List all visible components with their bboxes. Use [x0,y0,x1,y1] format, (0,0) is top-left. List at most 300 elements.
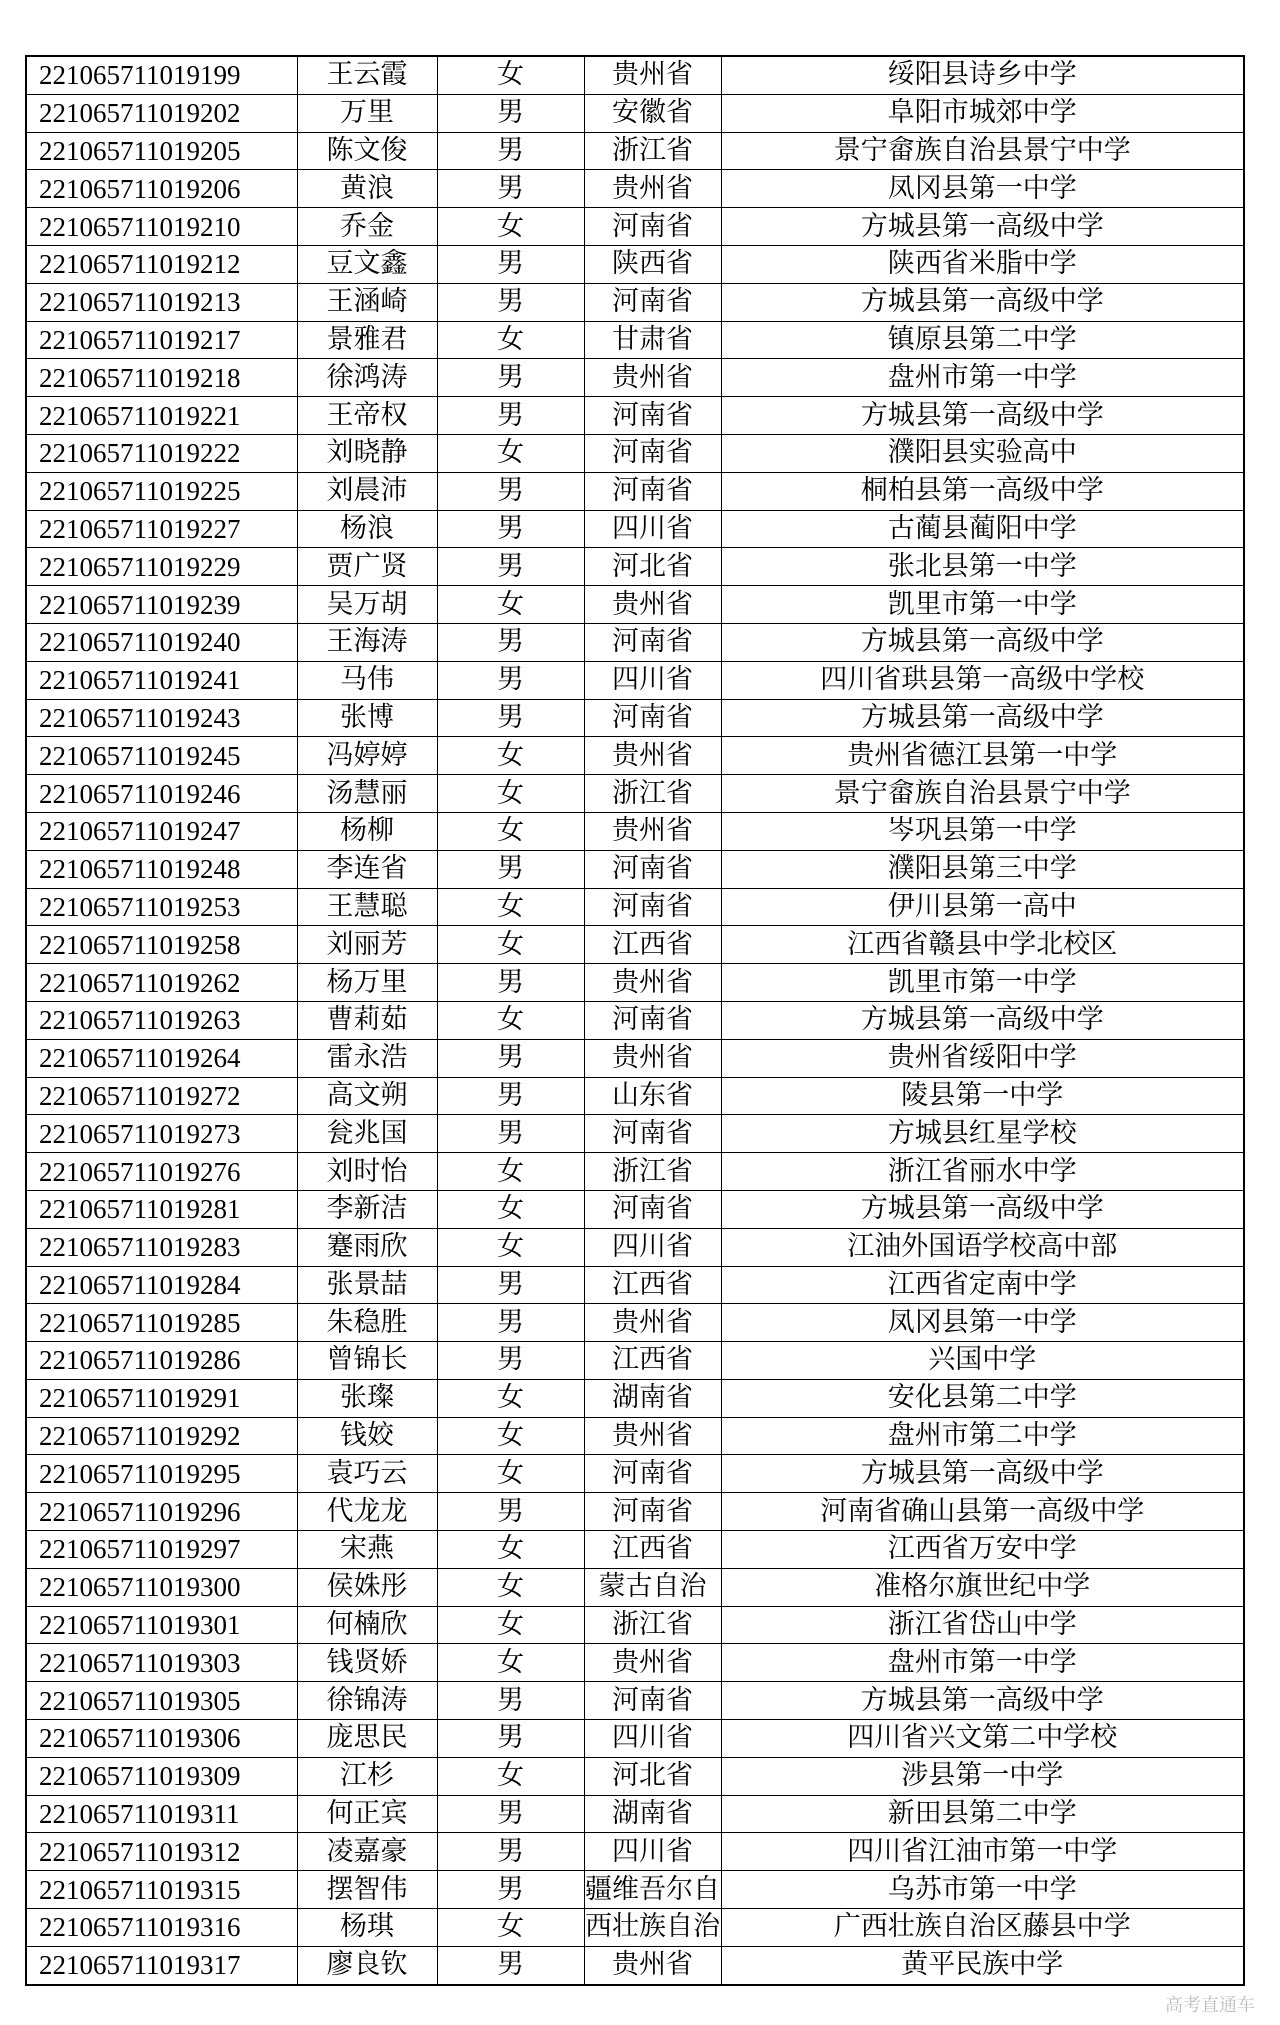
name-cell: 张博 [297,699,437,737]
gender-cell: 男 [437,94,584,132]
province-cell: 江西省 [584,1531,721,1569]
name-cell: 宋燕 [297,1531,437,1569]
watermark-text: 高考直通车 [1165,1995,1255,2016]
table-row [26,1228,1244,1266]
candidate-id-cell: 221065711019284 [26,1266,297,1304]
table-row [26,623,1244,661]
province-cell: 疆维吾尔自 [584,1871,721,1909]
province-cell: 四川省 [584,661,721,699]
name-cell: 钱贤娇 [297,1644,437,1682]
candidate-id-cell: 221065711019206 [26,170,297,208]
name-cell: 刘时怡 [297,1153,437,1191]
province-cell: 贵州省 [584,1946,721,1984]
province-cell: 河南省 [584,623,721,661]
name-cell: 庞思民 [297,1720,437,1758]
name-cell: 冯婷婷 [297,737,437,775]
school-cell: 凯里市第一中学 [721,964,1244,1002]
table-row [26,1001,1244,1039]
gender-cell: 女 [437,1531,584,1569]
province-cell: 贵州省 [584,964,721,1002]
school-cell: 盘州市第二中学 [721,1417,1244,1455]
province-cell: 浙江省 [584,132,721,170]
gender-cell: 男 [437,850,584,888]
name-cell: 杨万里 [297,964,437,1002]
candidate-id-cell: 221065711019262 [26,964,297,1002]
name-cell: 汤慧丽 [297,775,437,813]
table-body [26,56,1244,1985]
province-cell: 贵州省 [584,1304,721,1342]
table-row [26,1833,1244,1871]
gender-cell: 女 [437,1379,584,1417]
gender-cell: 男 [437,359,584,397]
gender-cell: 男 [437,1342,584,1380]
province-cell: 河南省 [584,283,721,321]
province-cell: 河南省 [584,1682,721,1720]
candidate-id-cell: 221065711019291 [26,1379,297,1417]
school-cell: 涉县第一中学 [721,1757,1244,1795]
gender-cell: 女 [437,1568,584,1606]
name-cell: 万里 [297,94,437,132]
candidate-id-cell: 221065711019272 [26,1077,297,1115]
province-cell: 江西省 [584,1342,721,1380]
school-cell: 濮阳县第三中学 [721,850,1244,888]
school-cell: 盘州市第一中学 [721,359,1244,397]
candidate-id-cell: 221065711019315 [26,1871,297,1909]
gender-cell: 男 [437,1871,584,1909]
name-cell: 吴万胡 [297,586,437,624]
name-cell: 王帝权 [297,397,437,435]
table-row [26,1682,1244,1720]
school-cell: 镇原县第二中学 [721,321,1244,359]
candidate-id-cell: 221065711019285 [26,1304,297,1342]
province-cell: 贵州省 [584,1039,721,1077]
name-cell: 张景喆 [297,1266,437,1304]
table-row [26,1606,1244,1644]
gender-cell: 男 [437,1946,584,1984]
table-row [26,1909,1244,1947]
school-cell: 方城县第一高级中学 [721,623,1244,661]
gender-cell: 男 [437,1493,584,1531]
gender-cell: 女 [437,926,584,964]
candidate-id-cell: 221065711019264 [26,1039,297,1077]
candidate-id-cell: 221065711019281 [26,1190,297,1228]
candidate-id-cell: 221065711019300 [26,1568,297,1606]
province-cell: 河南省 [584,888,721,926]
province-cell: 河南省 [584,1190,721,1228]
province-cell: 甘肃省 [584,321,721,359]
table-row [26,737,1244,775]
school-cell: 浙江省丽水中学 [721,1153,1244,1191]
candidate-id-cell: 221065711019243 [26,699,297,737]
school-cell: 凯里市第一中学 [721,586,1244,624]
name-cell: 凌嘉豪 [297,1833,437,1871]
name-cell: 李连省 [297,850,437,888]
admission-list-table [25,55,1245,1986]
province-cell: 四川省 [584,1720,721,1758]
gender-cell: 女 [437,1417,584,1455]
school-cell: 陵县第一中学 [721,1077,1244,1115]
name-cell: 摆智伟 [297,1871,437,1909]
table-row [26,1039,1244,1077]
school-cell: 景宁畲族自治县景宁中学 [721,775,1244,813]
school-cell: 广西壮族自治区藤县中学 [721,1909,1244,1947]
table-row [26,132,1244,170]
name-cell: 徐锦涛 [297,1682,437,1720]
school-cell: 方城县第一高级中学 [721,1190,1244,1228]
candidate-id-cell: 221065711019248 [26,850,297,888]
gender-cell: 男 [437,283,584,321]
name-cell: 刘丽芳 [297,926,437,964]
province-cell: 山东省 [584,1077,721,1115]
name-cell: 王涵崎 [297,283,437,321]
candidate-id-cell: 221065711019227 [26,510,297,548]
school-cell: 河南省确山县第一高级中学 [721,1493,1244,1531]
name-cell: 王云霞 [297,56,437,94]
name-cell: 杨浪 [297,510,437,548]
candidate-id-cell: 221065711019258 [26,926,297,964]
school-cell: 方城县第一高级中学 [721,283,1244,321]
table-row [26,1720,1244,1758]
gender-cell: 男 [437,1304,584,1342]
gender-cell: 男 [437,170,584,208]
table-row [26,472,1244,510]
table-row [26,170,1244,208]
table-row [26,510,1244,548]
name-cell: 刘晨沛 [297,472,437,510]
gender-cell: 男 [437,623,584,661]
name-cell: 钱姣 [297,1417,437,1455]
province-cell: 贵州省 [584,737,721,775]
school-cell: 阜阳市城郊中学 [721,94,1244,132]
school-cell: 张北县第一中学 [721,548,1244,586]
table-row [26,964,1244,1002]
school-cell: 方城县第一高级中学 [721,208,1244,246]
candidate-id-cell: 221065711019316 [26,1909,297,1947]
table-row [26,56,1244,94]
gender-cell: 女 [437,1455,584,1493]
gender-cell: 男 [437,132,584,170]
candidate-id-cell: 221065711019303 [26,1644,297,1682]
school-cell: 新田县第二中学 [721,1795,1244,1833]
school-cell: 盘州市第一中学 [721,1644,1244,1682]
name-cell: 廖良钦 [297,1946,437,1984]
school-cell: 兴国中学 [721,1342,1244,1380]
school-cell: 方城县第一高级中学 [721,1001,1244,1039]
name-cell: 张璨 [297,1379,437,1417]
candidate-id-cell: 221065711019312 [26,1833,297,1871]
province-cell: 江西省 [584,1266,721,1304]
school-cell: 桐柏县第一高级中学 [721,472,1244,510]
school-cell: 黄平民族中学 [721,1946,1244,1984]
candidate-id-cell: 221065711019217 [26,321,297,359]
school-cell: 陕西省米脂中学 [721,245,1244,283]
school-cell: 安化县第二中学 [721,1379,1244,1417]
school-cell: 江油外国语学校高中部 [721,1228,1244,1266]
table-row [26,1153,1244,1191]
candidate-id-cell: 221065711019213 [26,283,297,321]
gender-cell: 女 [437,586,584,624]
candidate-id-cell: 221065711019199 [26,56,297,94]
table-row [26,283,1244,321]
candidate-id-cell: 221065711019297 [26,1531,297,1569]
table-row [26,1417,1244,1455]
table-row [26,926,1244,964]
school-cell: 江西省赣县中学北校区 [721,926,1244,964]
candidate-id-cell: 221065711019276 [26,1153,297,1191]
school-cell: 江西省万安中学 [721,1531,1244,1569]
school-cell: 方城县第一高级中学 [721,397,1244,435]
candidate-id-cell: 221065711019212 [26,245,297,283]
province-cell: 陕西省 [584,245,721,283]
gender-cell: 男 [437,397,584,435]
table-row [26,94,1244,132]
name-cell: 黄浪 [297,170,437,208]
gender-cell: 女 [437,1757,584,1795]
gender-cell: 女 [437,1606,584,1644]
table-row [26,245,1244,283]
school-cell: 江西省定南中学 [721,1266,1244,1304]
school-cell: 方城县第一高级中学 [721,1455,1244,1493]
candidate-id-cell: 221065711019205 [26,132,297,170]
name-cell: 陈文俊 [297,132,437,170]
candidate-id-cell: 221065711019283 [26,1228,297,1266]
name-cell: 侯姝彤 [297,1568,437,1606]
province-cell: 河北省 [584,548,721,586]
province-cell: 贵州省 [584,586,721,624]
table-row [26,1342,1244,1380]
name-cell: 杨琪 [297,1909,437,1947]
candidate-id-cell: 221065711019273 [26,1115,297,1153]
province-cell: 河南省 [584,1001,721,1039]
gender-cell: 女 [437,1644,584,1682]
table-row [26,1304,1244,1342]
gender-cell: 女 [437,1153,584,1191]
gender-cell: 女 [437,321,584,359]
school-cell: 贵州省绥阳中学 [721,1039,1244,1077]
table-row [26,1190,1244,1228]
table-row [26,1493,1244,1531]
province-cell: 蒙古自治 [584,1568,721,1606]
province-cell: 河南省 [584,472,721,510]
candidate-id-cell: 221065711019210 [26,208,297,246]
province-cell: 河南省 [584,1115,721,1153]
gender-cell: 男 [437,964,584,1002]
candidate-id-cell: 221065711019253 [26,888,297,926]
candidate-id-cell: 221065711019221 [26,397,297,435]
gender-cell: 女 [437,1190,584,1228]
province-cell: 浙江省 [584,1153,721,1191]
province-cell: 贵州省 [584,170,721,208]
name-cell: 雷永浩 [297,1039,437,1077]
name-cell: 袁巧云 [297,1455,437,1493]
table-row [26,1871,1244,1909]
gender-cell: 男 [437,472,584,510]
gender-cell: 男 [437,1115,584,1153]
candidate-id-cell: 221065711019311 [26,1795,297,1833]
candidate-id-cell: 221065711019317 [26,1946,297,1984]
table-row [26,1455,1244,1493]
name-cell: 李新洁 [297,1190,437,1228]
gender-cell: 男 [437,1682,584,1720]
gender-cell: 男 [437,661,584,699]
province-cell: 河南省 [584,434,721,472]
gender-cell: 女 [437,1001,584,1039]
gender-cell: 女 [437,888,584,926]
school-cell: 浙江省岱山中学 [721,1606,1244,1644]
name-cell: 王海涛 [297,623,437,661]
school-cell: 乌苏市第一中学 [721,1871,1244,1909]
name-cell: 徐鸿涛 [297,359,437,397]
gender-cell: 男 [437,1833,584,1871]
name-cell: 何楠欣 [297,1606,437,1644]
province-cell: 贵州省 [584,812,721,850]
province-cell: 四川省 [584,510,721,548]
gender-cell: 男 [437,1266,584,1304]
province-cell: 四川省 [584,1228,721,1266]
school-cell: 岑巩县第一中学 [721,812,1244,850]
gender-cell: 男 [437,245,584,283]
gender-cell: 女 [437,1228,584,1266]
province-cell: 河南省 [584,850,721,888]
gender-cell: 男 [437,1795,584,1833]
candidate-id-cell: 221065711019301 [26,1606,297,1644]
school-cell: 方城县第一高级中学 [721,699,1244,737]
name-cell: 刘晓静 [297,434,437,472]
province-cell: 贵州省 [584,1417,721,1455]
candidate-id-cell: 221065711019202 [26,94,297,132]
table-row [26,208,1244,246]
school-cell: 四川省兴文第二中学校 [721,1720,1244,1758]
gender-cell: 女 [437,434,584,472]
name-cell: 乔金 [297,208,437,246]
candidate-id-cell: 221065711019225 [26,472,297,510]
table-row [26,1531,1244,1569]
province-cell: 湖南省 [584,1795,721,1833]
province-cell: 贵州省 [584,359,721,397]
candidate-id-cell: 221065711019246 [26,775,297,813]
candidate-id-cell: 221065711019241 [26,661,297,699]
school-cell: 古蔺县蔺阳中学 [721,510,1244,548]
school-cell: 四川省珙县第一高级中学校 [721,661,1244,699]
gender-cell: 女 [437,1909,584,1947]
candidate-id-cell: 221065711019229 [26,548,297,586]
province-cell: 四川省 [584,1833,721,1871]
table-row [26,888,1244,926]
table-row [26,1077,1244,1115]
gender-cell: 男 [437,1077,584,1115]
name-cell: 朱稳胜 [297,1304,437,1342]
province-cell: 河南省 [584,397,721,435]
name-cell: 王慧聪 [297,888,437,926]
province-cell: 贵州省 [584,56,721,94]
school-cell: 凤冈县第一中学 [721,1304,1244,1342]
gender-cell: 男 [437,1039,584,1077]
province-cell: 河北省 [584,1757,721,1795]
table-row [26,1379,1244,1417]
school-cell: 贵州省德江县第一中学 [721,737,1244,775]
name-cell: 代龙龙 [297,1493,437,1531]
school-cell: 方城县第一高级中学 [721,1682,1244,1720]
table-row [26,548,1244,586]
school-cell: 濮阳县实验高中 [721,434,1244,472]
gender-cell: 女 [437,56,584,94]
name-cell: 瓮兆国 [297,1115,437,1153]
candidate-id-cell: 221065711019245 [26,737,297,775]
school-cell: 伊川县第一高中 [721,888,1244,926]
name-cell: 曹莉茹 [297,1001,437,1039]
province-cell: 河南省 [584,699,721,737]
province-cell: 河南省 [584,1493,721,1531]
table-row [26,586,1244,624]
table-row [26,661,1244,699]
candidate-id-cell: 221065711019295 [26,1455,297,1493]
gender-cell: 男 [437,699,584,737]
table-row [26,1946,1244,1984]
table-row [26,699,1244,737]
name-cell: 马伟 [297,661,437,699]
province-cell: 西壮族自治 [584,1909,721,1947]
table-row [26,1568,1244,1606]
gender-cell: 女 [437,208,584,246]
table-row [26,850,1244,888]
table-row [26,1795,1244,1833]
candidate-id-cell: 221065711019305 [26,1682,297,1720]
school-cell: 四川省江油市第一中学 [721,1833,1244,1871]
table-row [26,812,1244,850]
candidate-id-cell: 221065711019239 [26,586,297,624]
candidate-id-cell: 221065711019247 [26,812,297,850]
candidate-id-cell: 221065711019286 [26,1342,297,1380]
table-row [26,1266,1244,1304]
name-cell: 江杉 [297,1757,437,1795]
province-cell: 安徽省 [584,94,721,132]
province-cell: 贵州省 [584,1644,721,1682]
name-cell: 何正宾 [297,1795,437,1833]
name-cell: 高文朔 [297,1077,437,1115]
candidate-id-cell: 221065711019292 [26,1417,297,1455]
school-cell: 凤冈县第一中学 [721,170,1244,208]
table-row [26,321,1244,359]
school-cell: 方城县红星学校 [721,1115,1244,1153]
candidate-id-cell: 221065711019309 [26,1757,297,1795]
table-row [26,775,1244,813]
name-cell: 豆文鑫 [297,245,437,283]
table-row [26,1115,1244,1153]
candidate-id-cell: 221065711019263 [26,1001,297,1039]
table-row [26,359,1244,397]
province-cell: 湖南省 [584,1379,721,1417]
province-cell: 河南省 [584,208,721,246]
gender-cell: 女 [437,812,584,850]
name-cell: 贾广贤 [297,548,437,586]
name-cell: 蹇雨欣 [297,1228,437,1266]
candidate-id-cell: 221065711019218 [26,359,297,397]
school-cell: 景宁畲族自治县景宁中学 [721,132,1244,170]
province-cell: 浙江省 [584,775,721,813]
candidate-id-cell: 221065711019296 [26,1493,297,1531]
table-row [26,1644,1244,1682]
candidate-id-cell: 221065711019240 [26,623,297,661]
province-cell: 浙江省 [584,1606,721,1644]
gender-cell: 男 [437,510,584,548]
school-cell: 准格尔旗世纪中学 [721,1568,1244,1606]
table-row [26,1757,1244,1795]
gender-cell: 男 [437,548,584,586]
candidate-id-cell: 221065711019222 [26,434,297,472]
name-cell: 杨柳 [297,812,437,850]
candidate-id-cell: 221065711019306 [26,1720,297,1758]
table-row [26,397,1244,435]
